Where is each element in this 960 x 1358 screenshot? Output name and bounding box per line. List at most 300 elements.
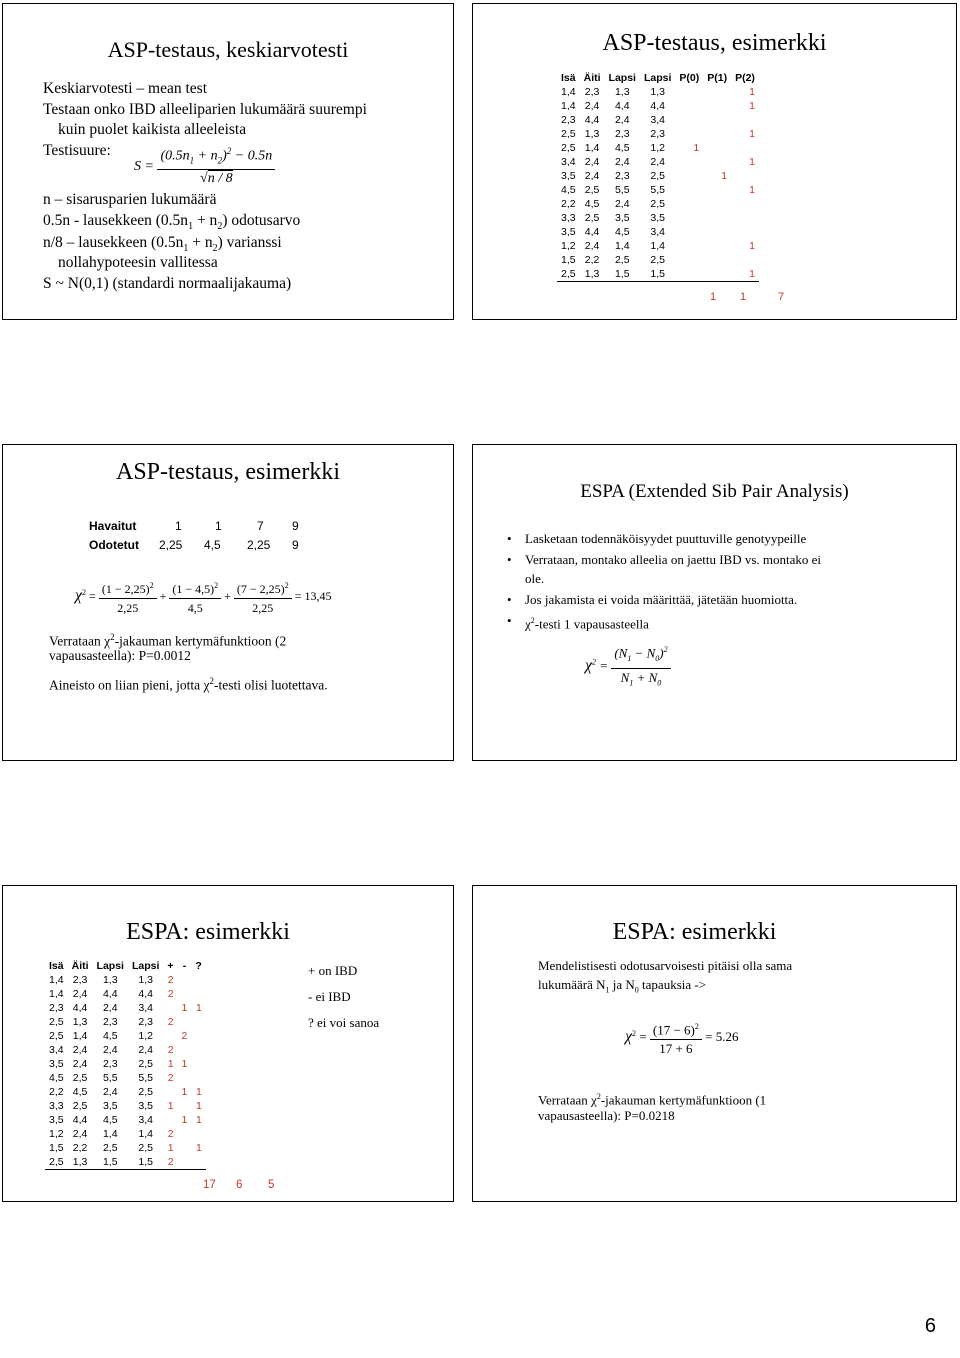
table-cell xyxy=(731,225,759,239)
table-cell: 1 xyxy=(195,1114,202,1126)
table-cell xyxy=(163,1085,177,1099)
fraction-den: 2,25 xyxy=(117,601,139,615)
chi-symbol: χ xyxy=(625,1028,633,1046)
asp-data-table xyxy=(557,70,759,282)
table-row xyxy=(45,1099,206,1113)
table-cell: 2,4 xyxy=(584,170,600,182)
table-cell: 3,5 xyxy=(49,1114,64,1126)
table-cell: 3,4 xyxy=(650,226,665,238)
table-row xyxy=(45,1141,206,1155)
table-cell xyxy=(178,1099,192,1113)
table-cell: 2 xyxy=(167,1128,174,1140)
table-cell xyxy=(703,267,731,282)
table-cell xyxy=(675,183,703,197)
slide-title: ESPA: esimerkki xyxy=(612,919,777,945)
total-unknown: 5 xyxy=(268,1179,275,1191)
fraction-den: 4,5 xyxy=(187,601,203,615)
table-cell: 1,4 xyxy=(561,86,576,98)
fraction-den: + N xyxy=(633,669,658,685)
table-cell: 4,4 xyxy=(650,100,665,112)
table-cell: 2,2 xyxy=(72,1142,88,1154)
table-cell: 2,4 xyxy=(102,1086,118,1098)
table-cell xyxy=(178,973,192,987)
formula-den: n / 8 xyxy=(207,171,233,187)
text-line: Mendelistisesti odotusarvoisesti pitäisi olla sama xyxy=(538,958,793,973)
fraction: $\frac{(1 - 2,25)^2}{2,25}$ xyxy=(99,577,157,617)
expected-value: 4,5 xyxy=(204,538,221,552)
table-cell: 4,4 xyxy=(102,988,118,1000)
table-cell xyxy=(703,183,731,197)
table-cell: 2 xyxy=(167,1072,174,1084)
table-cell xyxy=(675,99,703,113)
table-row xyxy=(557,225,759,239)
table-cell xyxy=(163,1001,177,1015)
fraction: $\frac{(N_1 - N_0)^2}{N_1 + N_0}$ xyxy=(611,641,670,693)
table-cell xyxy=(703,211,731,225)
table-cell xyxy=(731,211,759,225)
table-row xyxy=(557,85,759,99)
formula-result: = 5.26 xyxy=(705,1029,739,1045)
fraction: $\frac{(7 - 2,25)^2}{2,25}$ xyxy=(234,577,292,617)
table-cell: 2,3 xyxy=(614,170,630,182)
table-row xyxy=(45,1015,206,1029)
slide-asp-example-table xyxy=(472,3,957,320)
table-cell: 2,4 xyxy=(102,1044,118,1056)
table-cell: 2,5 xyxy=(614,254,630,266)
chi-symbol: χ xyxy=(75,586,83,604)
table-cell: 2,5 xyxy=(138,1086,153,1098)
chi-square-formula: $\chi^2$ = $\frac{(1 - 2,25)^2}{2,25}$ + $\frac{(1 - 4,5)^2}{4,5}$ + $\frac{(7 - 2,25)^2}{2,25}$ = 13,45 xyxy=(75,577,331,617)
text-line: S ~ N(0,1) (standardi normaalijakauma) xyxy=(43,275,292,292)
table-cell: 2,5 xyxy=(650,254,665,266)
text-part: Verrataan χ xyxy=(49,633,111,649)
text-part: tapauksia -> xyxy=(638,977,707,992)
column-header: P(1) xyxy=(707,71,728,84)
table-cell: 1,4 xyxy=(72,1030,88,1042)
text-part: Verrataan, montako alleelia on jaettu IBD vs. montako ei xyxy=(525,552,822,567)
text-part: n/8 – lausekkeen (0.5n xyxy=(43,234,184,251)
table-cell: 3,5 xyxy=(561,226,576,238)
legend-line: + on IBD xyxy=(308,963,358,978)
expected-value: 2,25 xyxy=(247,538,271,552)
table-cell xyxy=(178,1127,192,1141)
table-cell: 5,5 xyxy=(614,184,630,196)
table-cell xyxy=(191,1071,205,1085)
slide-asp-chi-square xyxy=(2,444,454,761)
table-cell: 2 xyxy=(181,1030,188,1042)
table-cell: 2 xyxy=(163,1155,177,1170)
table-cell xyxy=(178,1071,192,1085)
table-cell xyxy=(178,1141,192,1155)
table-row xyxy=(557,211,759,225)
text-part: 0.5n - lausekkeen (0.5n xyxy=(43,212,189,229)
table-cell xyxy=(191,1057,205,1071)
table-cell: 2,4 xyxy=(584,156,600,168)
table-cell: 2 xyxy=(167,974,174,986)
table-row xyxy=(45,1043,206,1057)
table-cell: 2,4 xyxy=(72,988,88,1000)
table-cell: 2,3 xyxy=(49,1002,64,1014)
table-cell: 2,4 xyxy=(72,1058,88,1070)
table-cell: 1,3 xyxy=(650,86,665,98)
table-row xyxy=(557,183,759,197)
column-header: Lapsi xyxy=(131,959,160,972)
text-part: -jakauman kertymäfunktioon (2 xyxy=(114,633,287,649)
slide-asp-mean-test xyxy=(2,3,454,320)
slide-title: ESPA (Extended Sib Pair Analysis) xyxy=(580,481,849,502)
text-part: lukumäärä N xyxy=(538,977,606,992)
column-header: - xyxy=(182,959,187,972)
table-cell: 3,3 xyxy=(561,212,576,224)
table-cell xyxy=(703,197,731,211)
table-row xyxy=(557,253,759,267)
column-header: Äiti xyxy=(71,959,89,972)
table-cell xyxy=(675,197,703,211)
observed-value: 1 xyxy=(175,519,182,533)
legend-line: - ei IBD xyxy=(308,989,351,1004)
table-row xyxy=(557,141,759,155)
table-cell xyxy=(675,253,703,267)
observed-label: Havaitut xyxy=(89,519,137,533)
table-cell: 1,3 xyxy=(584,128,600,140)
table-cell: 4,5 xyxy=(584,198,600,210)
table-cell: 1,2 xyxy=(561,240,576,252)
text-line: kuin puolet kaikista alleeleista xyxy=(58,121,247,138)
total-p2: 7 xyxy=(778,291,785,303)
table-row xyxy=(45,1085,206,1099)
fraction-num: − N xyxy=(631,645,656,661)
table-cell: 1 xyxy=(195,1002,202,1014)
formula-num: + n xyxy=(194,148,218,164)
text-line: Aineisto on liian pieni, jotta $\chi^2$-testi olisi luotettava. xyxy=(49,676,328,693)
table-cell: 2,5 xyxy=(49,1016,64,1028)
table-cell: 5,5 xyxy=(650,184,665,196)
table-cell: 3,4 xyxy=(138,1114,153,1126)
table-row xyxy=(557,169,759,183)
table-cell xyxy=(703,155,731,169)
table-cell: 2,4 xyxy=(614,156,630,168)
table-row xyxy=(45,1001,206,1015)
fraction-den: 17 + 6 xyxy=(659,1041,693,1057)
table-cell xyxy=(731,253,759,267)
table-cell xyxy=(703,99,731,113)
table-cell: 2,5 xyxy=(561,142,576,154)
text-part: + n xyxy=(193,212,218,229)
table-cell: 2,5 xyxy=(561,128,576,140)
table-cell xyxy=(703,85,731,99)
table-cell: 2,3 xyxy=(650,128,665,140)
table-cell xyxy=(703,113,731,127)
table-cell: 1 xyxy=(749,86,755,98)
table-cell: 4,5 xyxy=(561,184,576,196)
slide-espa-result xyxy=(472,885,957,1202)
table-cell: 2,4 xyxy=(584,240,600,252)
table-cell: 2,2 xyxy=(584,254,600,266)
table-cell xyxy=(191,1043,205,1057)
table-cell: 1,5 xyxy=(561,254,576,266)
espa-bullets xyxy=(507,529,937,635)
text-line: n – sisarusparien lukumäärä xyxy=(43,191,217,208)
table-cell: 1 xyxy=(693,142,700,154)
table-row xyxy=(45,1029,206,1043)
column-header: Äiti xyxy=(583,71,601,84)
fraction-den: 2,25 xyxy=(252,601,274,615)
table-cell: 2,4 xyxy=(72,1044,88,1056)
table-cell: 3,4 xyxy=(561,156,576,168)
text-part: -testi 1 vapausasteella xyxy=(534,616,649,632)
table-cell xyxy=(675,267,703,282)
table-cell: 1,3 xyxy=(138,974,153,986)
table-cell: 1,5 xyxy=(93,1155,128,1170)
legend-line: ? ei voi sanoa xyxy=(308,1015,380,1030)
fraction-num: (1 − 4,5) xyxy=(172,582,215,596)
text-line: Testisuure: xyxy=(43,142,111,159)
test-statistic-formula xyxy=(134,142,275,188)
table-cell: 1,4 xyxy=(584,142,600,154)
table-row xyxy=(45,1127,206,1141)
table-cell: 1 xyxy=(167,1100,174,1112)
table-cell xyxy=(675,225,703,239)
table-cell: 3,5 xyxy=(614,212,630,224)
expected-label: Odotetut xyxy=(89,538,139,552)
table-row xyxy=(557,127,759,141)
table-cell: 3,5 xyxy=(138,1100,153,1112)
bullet-item xyxy=(507,550,937,588)
table-cell: 2,5 xyxy=(72,1100,88,1112)
text-part: Verrataan χ xyxy=(538,1092,597,1108)
table-cell xyxy=(191,973,205,987)
text-line: nollahypoteesin vallitessa xyxy=(58,254,218,271)
table-cell: 3,3 xyxy=(49,1100,64,1112)
slide-title: ASP-testaus, esimerkki xyxy=(602,30,827,56)
page-number: 6 xyxy=(924,1315,936,1337)
table-cell xyxy=(731,141,759,155)
expected-value: 9 xyxy=(292,538,299,552)
text-line: Verrataan $\chi^2$-jakauman kertymäfunktioon (2 xyxy=(49,632,287,649)
table-cell: 1,4 xyxy=(614,240,630,252)
fraction-num: (N xyxy=(614,645,628,661)
table-cell xyxy=(703,225,731,239)
table-cell: 1,4 xyxy=(650,240,665,252)
bullet-item: • Lasketaan todennäköisyydet puuttuville genotyypeille xyxy=(507,529,937,548)
table-cell xyxy=(703,141,731,155)
table-cell: 4,4 xyxy=(614,100,630,112)
formula-num: ) xyxy=(222,148,227,164)
table-row xyxy=(45,1071,206,1085)
text-part: Aineisto on liian pieni, jotta χ xyxy=(49,677,210,693)
table-row xyxy=(557,197,759,211)
table-cell xyxy=(675,127,703,141)
table-cell: 1,5 xyxy=(128,1155,163,1170)
table-cell: 1,4 xyxy=(49,974,64,986)
espa-result-formula: $\chi^2$ = $\frac{(17 - 6)^2}{17 + 6}$ = 5.26 xyxy=(625,1018,738,1058)
table-cell: 4,5 xyxy=(72,1086,88,1098)
table-cell: 2,4 xyxy=(614,198,630,210)
table-row xyxy=(45,1057,206,1071)
table-cell: 3,5 xyxy=(561,170,576,182)
table-cell: 1 xyxy=(181,1058,188,1070)
table-cell: 4,4 xyxy=(584,226,600,238)
table-cell: 3,5 xyxy=(49,1058,64,1070)
table-cell: 5,5 xyxy=(138,1072,153,1084)
text-part: -jakauman kertymäfunktioon (1 xyxy=(600,1092,767,1108)
table-cell: 1,2 xyxy=(138,1030,153,1042)
table-cell: 1,2 xyxy=(49,1128,64,1140)
column-header: Lapsi xyxy=(608,71,636,84)
table-cell xyxy=(178,1043,192,1057)
table-cell: 2,5 xyxy=(584,212,600,224)
total-p1: 1 xyxy=(740,291,747,303)
chi-symbol: χ xyxy=(585,656,593,674)
table-cell: 1,4 xyxy=(102,1128,118,1140)
slide-title: ESPA: esimerkki xyxy=(126,919,290,945)
table-cell: 2,5 xyxy=(557,267,580,282)
column-header: ? xyxy=(195,959,202,972)
table-cell xyxy=(178,987,192,1001)
fraction-num: (1 − 2,25) xyxy=(101,582,150,596)
column-header: + xyxy=(167,959,174,972)
observed-value: 7 xyxy=(257,519,264,533)
table-cell xyxy=(191,1015,205,1029)
table-cell: 1 xyxy=(749,156,755,168)
table-cell: 1 xyxy=(749,240,755,252)
table-cell xyxy=(675,85,703,99)
text-part: ) varianssi xyxy=(217,234,282,251)
total-minus: 6 xyxy=(236,1179,243,1191)
table-cell: 2 xyxy=(167,1016,174,1028)
text-line: 0.5n - lausekkeen $(0.5n_1 + n_2)$ odotusarvo xyxy=(43,212,301,233)
table-cell xyxy=(675,239,703,253)
table-row xyxy=(557,239,759,253)
table-cell xyxy=(675,169,703,183)
table-cell: 4,4 xyxy=(138,988,153,1000)
formula-num: (0.5n xyxy=(160,148,190,164)
formula-fraction: $\frac{(0.5n_1 + n_2)^2 - 0.5n}{√n / 8}$ xyxy=(157,142,275,188)
table-cell xyxy=(731,169,759,183)
expected-value: 2,25 xyxy=(159,538,183,552)
table-cell xyxy=(163,1113,177,1127)
column-header: P(0) xyxy=(679,71,700,84)
table-cell xyxy=(191,987,205,1001)
chi-symbol: χ xyxy=(525,616,531,632)
table-cell: 2,2 xyxy=(49,1086,64,1098)
table-cell: 2,4 xyxy=(72,1128,88,1140)
slide-espa-intro xyxy=(472,444,957,761)
table-cell: 1,4 xyxy=(138,1128,153,1140)
fraction: $\frac{(1 - 4,5)^2}{4,5}$ xyxy=(169,577,221,617)
observed-value: 1 xyxy=(215,519,222,533)
table-cell: 1,5 xyxy=(49,1142,64,1154)
table-cell: 1 xyxy=(181,1002,188,1014)
table-cell: 4,4 xyxy=(72,1114,88,1126)
table-cell xyxy=(703,127,731,141)
table-cell: 2,3 xyxy=(138,1016,153,1028)
table-cell xyxy=(703,239,731,253)
table-cell xyxy=(675,211,703,225)
table-cell: 1,4 xyxy=(49,988,64,1000)
text-part: -testi olisi luotettava. xyxy=(213,677,328,693)
table-cell xyxy=(191,1155,205,1170)
table-cell: 2,4 xyxy=(650,156,665,168)
table-cell: 1,3 xyxy=(614,86,630,98)
fraction: $\frac{(17 - 6)^2}{17 + 6}$ xyxy=(650,1018,702,1058)
table-cell: 1 xyxy=(181,1114,188,1126)
table-cell: 2,3 xyxy=(584,86,600,98)
table-row xyxy=(557,113,759,127)
table-cell: 2,5 xyxy=(650,198,665,210)
fraction-num: (17 − 6) xyxy=(652,1022,695,1038)
table-cell: 1,2 xyxy=(650,142,665,154)
table-cell xyxy=(703,253,731,267)
table-cell: 1 xyxy=(181,1086,188,1098)
column-header: P(2) xyxy=(735,71,755,84)
table-cell: 1 xyxy=(195,1086,202,1098)
table-cell: 4,5 xyxy=(102,1030,118,1042)
espa-data-table xyxy=(45,958,206,1170)
column-header: Lapsi xyxy=(643,71,672,84)
table-cell: 1 xyxy=(167,1058,174,1070)
slide-title: ASP-testaus, keskiarvotesti xyxy=(107,37,349,62)
table-cell: 1 xyxy=(749,184,755,196)
table-cell: 4,5 xyxy=(614,226,630,238)
text-line: Keskiarvotesti – mean test xyxy=(43,80,207,97)
table-cell: 2,5 xyxy=(584,184,600,196)
table-cell xyxy=(731,197,759,211)
column-header: Isä xyxy=(49,959,64,972)
table-cell: 2,4 xyxy=(138,1044,153,1056)
text-line: lukumäärä $N_1$ ja $N_0$ tapauksia -> xyxy=(538,977,707,995)
table-cell: 1,3 xyxy=(102,974,118,986)
table-cell: 4,4 xyxy=(72,1002,88,1014)
table-cell: 1 xyxy=(195,1100,202,1112)
text-line: n/8 – lausekkeen $(0.5n_1 + n_2)$ varianssi xyxy=(43,234,282,255)
text-line: vapausasteella): P=0.0012 xyxy=(49,648,191,663)
table-cell: 1,5 xyxy=(640,267,675,282)
slide-title: ASP-testaus, esimerkki xyxy=(116,459,340,485)
text-line: vapausasteella): P=0.0218 xyxy=(538,1108,675,1123)
table-cell: 1,5 xyxy=(605,267,640,282)
table-cell: 2,3 xyxy=(102,1058,118,1070)
table-cell: 1 xyxy=(731,267,759,282)
text-part: ja N xyxy=(609,977,635,992)
bullet-item: • Jos jakamista ei voida määrittää, jätetään huomiotta. xyxy=(507,590,937,609)
table-cell: 2,5 xyxy=(102,1142,118,1154)
fraction-num: ) xyxy=(659,645,664,661)
table-row xyxy=(45,1113,206,1127)
table-row xyxy=(45,1155,206,1170)
table-cell: 4,5 xyxy=(49,1072,64,1084)
table-cell: 2,4 xyxy=(614,114,630,126)
table-row xyxy=(45,987,206,1001)
table-cell: 1 xyxy=(167,1142,174,1154)
fraction-num: (7 − 2,25) xyxy=(236,582,285,596)
table-cell: 2,5 xyxy=(72,1072,88,1084)
table-cell xyxy=(675,113,703,127)
table-row xyxy=(557,267,759,282)
table-cell: 2,3 xyxy=(614,128,630,140)
table-cell: 2,5 xyxy=(49,1030,64,1042)
table-cell xyxy=(191,1029,205,1043)
table-cell: 2,4 xyxy=(584,100,600,112)
table-cell: 1 xyxy=(721,170,728,182)
table-cell xyxy=(178,1015,192,1029)
text-part: + n xyxy=(188,234,213,251)
table-cell: 4,5 xyxy=(102,1114,118,1126)
table-cell: 2,5 xyxy=(45,1155,68,1170)
table-cell: 4,5 xyxy=(614,142,630,154)
table-row xyxy=(557,99,759,113)
table-cell: 2,2 xyxy=(561,198,576,210)
